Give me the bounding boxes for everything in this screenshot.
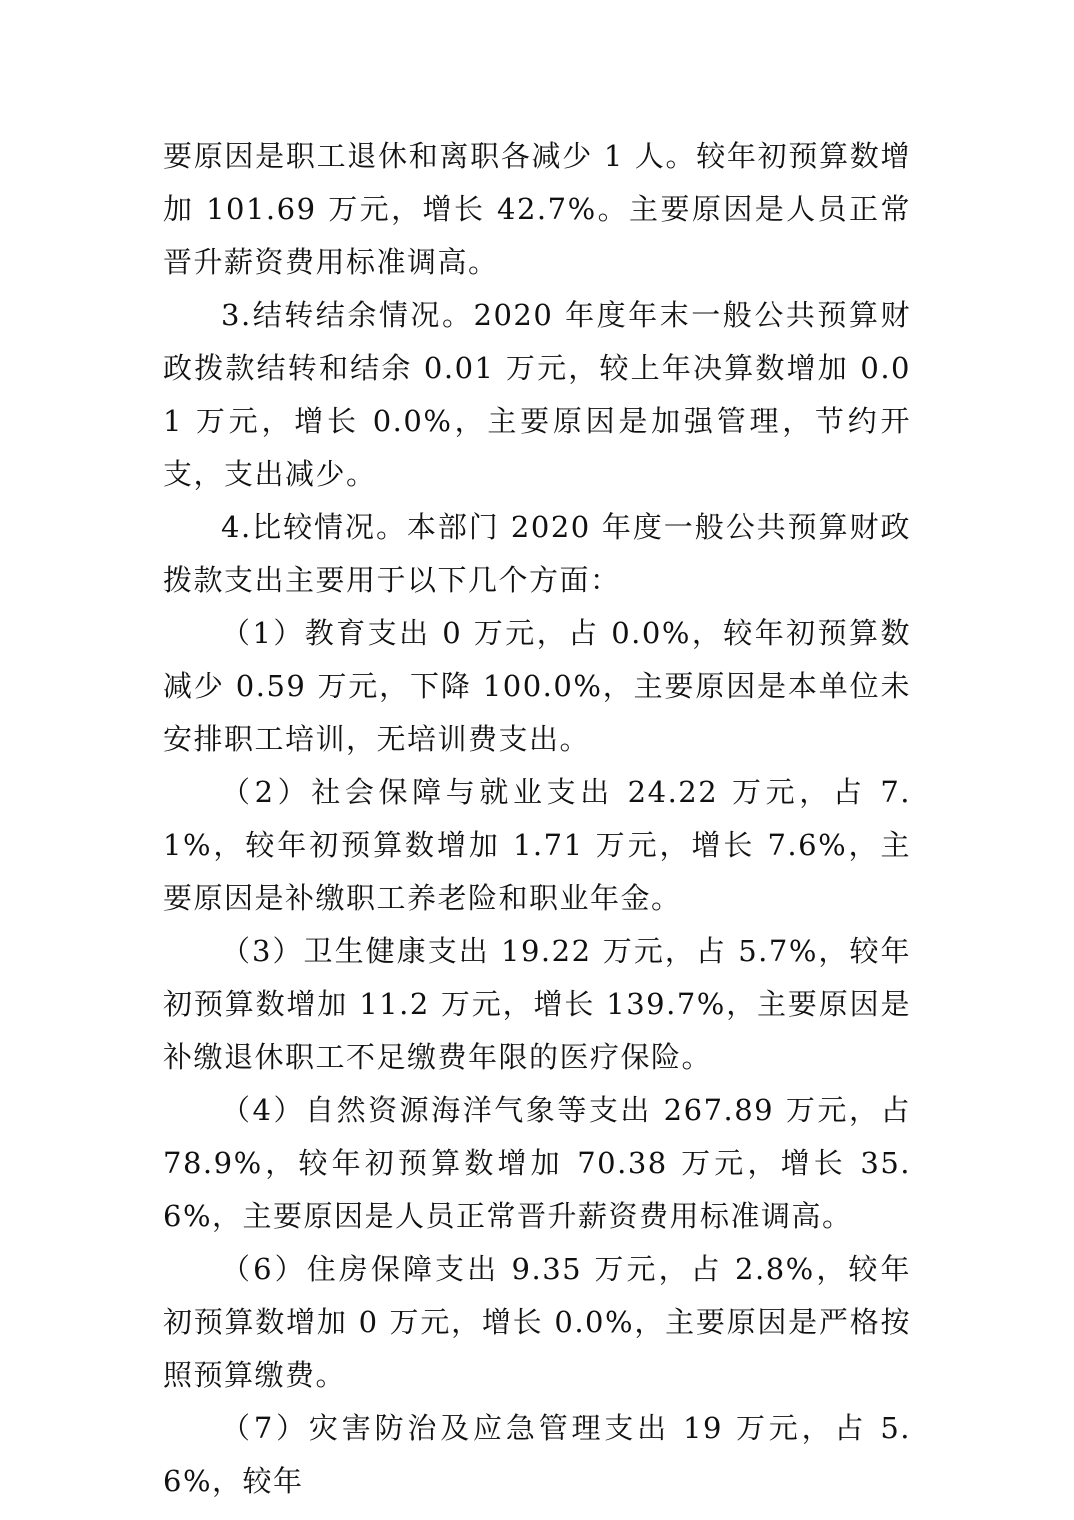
paragraph-carryover-balance: 3.结转结余情况。2020 年度年末一般公共预算财政拨款结转和结余 0.01 万元，较上年决算数增加 0.01 万元，增长 0.0%，主要原因是加强管理，节约开支，支出减少。 <box>163 298 911 491</box>
paragraph-comparison-intro: 4.比较情况。本部门 2020 年度一般公共预算财政拨款支出主要用于以下几个方面： <box>163 510 911 597</box>
paragraph-item-disaster-prevention: （7）灾害防治及应急管理支出 19 万元，占 5.6%，较年 <box>163 1411 911 1498</box>
paragraph-item-education: （1）教育支出 0 万元，占 0.0%，较年初预算数减少 0.59 万元，下降 100.0%，主要原因是本单位未安排职工培训，无培训费支出。 <box>163 616 911 756</box>
paragraph-item-natural-resources: （4）自然资源海洋气象等支出 267.89 万元，占 78.9%，较年初预算数增加 70.38 万元，增长 35.6%，主要原因是人员正常晋升薪资费用标准调高。 <box>163 1093 911 1233</box>
paragraph-item-health: （3）卫生健康支出 19.22 万元，占 5.7%，较年初预算数增加 11.2 万元，增长 139.7%，主要原因是补缴退休职工不足缴费年限的医疗保险。 <box>163 934 911 1074</box>
paragraph-continuation: 要原因是职工退休和离职各减少 1 人。较年初预算数增加 101.69 万元，增长 42.7%。主要原因是人员正常晋升薪资费用标准调高。 <box>163 139 911 279</box>
paragraph-item-housing: （6）住房保障支出 9.35 万元，占 2.8%，较年初预算数增加 0 万元，增长 0.0%，主要原因是严格按照预算缴费。 <box>163 1252 911 1392</box>
document-body <box>163 130 911 1508</box>
paragraph-item-social-security: （2）社会保障与就业支出 24.22 万元，占 7.1%，较年初预算数增加 1.71 万元，增长 7.6%，主要原因是补缴职工养老险和职业年金。 <box>163 775 911 915</box>
